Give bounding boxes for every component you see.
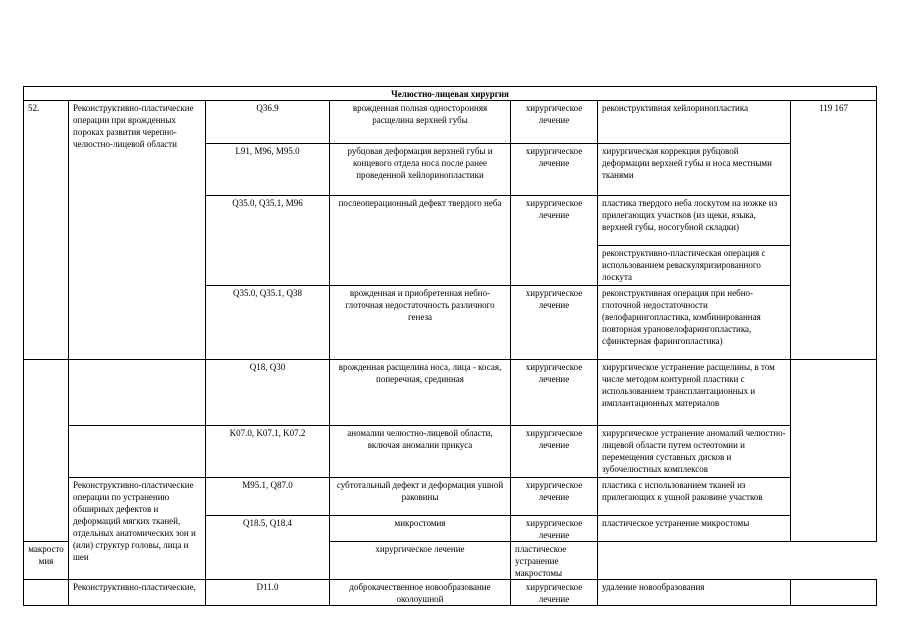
surgery-table: [23, 86, 877, 606]
group-name: Реконструктивно-пластические операции по устранению обширных дефектов и деформаций мягких тканей, отдельных анатомических зон и (или) структур головы, лица и шеи: [69, 478, 206, 580]
icd-code: Q36.9: [206, 101, 330, 144]
method: реконструктивная операция при небно-глоточной недостаточности (велофарингопластика, комбинированная повторная урановелофарингопластика, сфинктерная фарингопластика): [598, 286, 791, 360]
row-number: 52.: [24, 101, 69, 360]
diagnosis: макростомия: [24, 542, 69, 580]
method: пластика с использованием тканей из прилегающих к ушной раковине участков: [598, 478, 791, 516]
method: хирургическое устранение аномалий челюстно-лицевой области путем остеотомии и перемещения суставных дисков и зубочелюстных комплексов: [598, 426, 791, 478]
diagnosis: врожденная полная односторонняя расщелина верхней губы: [330, 101, 511, 144]
treatment-type: хирургическое лечение: [511, 580, 598, 606]
method: хирургическая коррекция рубцовой деформации верхней губы и носа местными тканями: [598, 144, 791, 196]
section-title: Челюстно-лицевая хирургия: [24, 87, 877, 101]
method: пластическое устранение микростомы: [598, 516, 791, 542]
treatment-type: хирургическое лечение: [511, 426, 598, 478]
diagnosis: врожденная расщелина носа, лица - косая, поперечная, срединная: [330, 360, 511, 426]
treatment-type: хирургическое лечение: [511, 286, 598, 360]
table-row: [24, 580, 877, 606]
group-name: Реконструктивно-пластические операции при врожденных пороках развития черепно-челюстно-лицевой области: [69, 101, 206, 360]
price-empty: [791, 360, 877, 542]
treatment-type: хирургическое лечение: [330, 542, 511, 580]
diagnosis: субтотальный дефект и деформация ушной раковины: [330, 478, 511, 516]
price: 119 167: [791, 101, 877, 360]
treatment-type: хирургическое лечение: [511, 516, 598, 542]
treatment-type: хирургическое лечение: [511, 144, 598, 196]
treatment-type: хирургическое лечение: [511, 101, 598, 144]
icd-code: D11.0: [206, 580, 330, 606]
icd-code: Q35.0, Q35.1, M96: [206, 196, 330, 286]
icd-code: Q18, Q30: [206, 360, 330, 426]
method: реконструктивная хейлоринопластика: [598, 101, 791, 144]
group-name-empty: [69, 426, 206, 478]
diagnosis: микростомия: [330, 516, 511, 542]
group-name-empty: [69, 360, 206, 426]
diagnosis: рубцовая деформация верхней губы и концевого отдела носа после ранее проведенной хейлоринопластики: [330, 144, 511, 196]
icd-code: Q35.0, Q35.1, Q38: [206, 286, 330, 360]
section-header-row: [24, 87, 877, 101]
method: реконструктивно-пластическая операция с использованием реваскуляризированного лоскута: [598, 246, 791, 286]
treatment-type: хирургическое лечение: [511, 196, 598, 286]
table-row: [24, 360, 877, 426]
table-row: [24, 426, 877, 478]
method: удаление новообразования: [598, 580, 791, 606]
price-empty: [791, 580, 877, 606]
diagnosis: послеоперационный дефект твердого неба: [330, 196, 511, 286]
table-row: [24, 101, 877, 144]
icd-code: L91, M96, M95.0: [206, 144, 330, 196]
method: пластическое устранение макростомы: [511, 542, 598, 580]
treatment-type: хирургическое лечение: [511, 360, 598, 426]
row-number-empty: [24, 360, 69, 542]
diagnosis: аномалии челюстно-лицевой области, включая аномалии прикуса: [330, 426, 511, 478]
table-row: [24, 478, 877, 516]
group-name: Реконструктивно-пластические,: [69, 580, 206, 606]
treatment-type: хирургическое лечение: [511, 478, 598, 516]
method: хирургическое устранение расщелины, в том числе методом контурной пластики с использованием трансплантационных и имплантационных материалов: [598, 360, 791, 426]
diagnosis: врожденная и приобретенная небно-глоточная недостаточность различного генеза: [330, 286, 511, 360]
row-number-empty: [24, 580, 69, 606]
method: пластика твердого неба лоскутом на ножке из прилегающих участков (из щеки, языка, верхней губы, носогубной складки): [598, 196, 791, 246]
diagnosis: доброкачественное новообразование околоушной: [330, 580, 511, 606]
icd-code: Q18.5, Q18.4: [206, 516, 330, 580]
icd-code: K07.0, K07.1, K07.2: [206, 426, 330, 478]
icd-code: M95.1, Q87.0: [206, 478, 330, 516]
